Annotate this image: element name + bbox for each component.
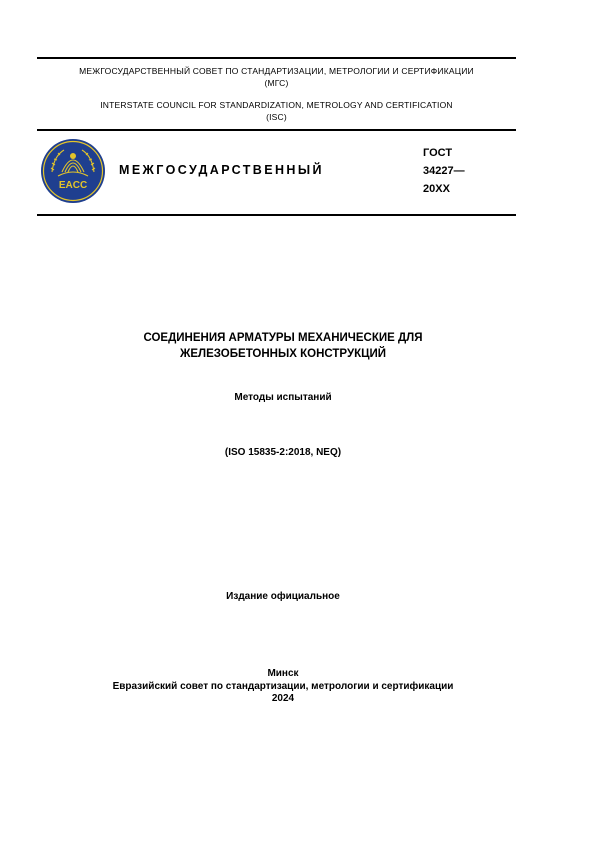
gost-number: 34227— xyxy=(423,165,465,177)
iso-reference: (ISO 15835-2:2018, NEQ) xyxy=(224,447,342,458)
council-ru-line1: МЕЖГОСУДАРСТВЕННЫЙ СОВЕТ ПО СТАНДАРТИЗАЦИИ, МЕТРОЛОГИИ И СЕРТИФИКАЦИИ xyxy=(79,66,474,76)
middle-rule xyxy=(37,129,516,131)
eacc-emblem-icon xyxy=(40,138,106,204)
publication-footer xyxy=(60,668,506,706)
bottom-rule xyxy=(37,214,516,216)
top-rule xyxy=(37,57,516,59)
council-en-line1: INTERSTATE COUNCIL FOR STANDARDIZATION, METROLOGY AND CERTIFICATION xyxy=(100,100,453,110)
council-en-line2: (ISC) xyxy=(266,112,287,122)
council-ru-line2: (МГС) xyxy=(264,78,289,88)
gost-designation xyxy=(423,144,465,198)
footer-city: Минск xyxy=(267,668,299,679)
title-line-2: ЖЕЛЕЗОБЕТОННЫХ КОНСТРУКЦИЙ xyxy=(179,348,387,360)
interstate-label: МЕЖГОСУДАРСТВЕННЫЙ xyxy=(119,163,324,177)
gost-year: 20ХХ xyxy=(423,183,450,195)
edition-label: Издание официальное xyxy=(226,591,340,602)
footer-year: 2024 xyxy=(271,693,295,704)
gost-label: ГОСТ xyxy=(423,147,453,159)
footer-publisher: Евразийский совет по стандартизации, метрологии и сертификации xyxy=(112,680,454,692)
document-subtitle: Методы испытаний xyxy=(234,392,332,403)
document-title xyxy=(60,330,506,362)
title-line-1: СОЕДИНЕНИЯ АРМАТУРЫ МЕХАНИЧЕСКИЕ ДЛЯ xyxy=(143,332,423,344)
svg-text:EACC: EACC xyxy=(58,180,88,191)
